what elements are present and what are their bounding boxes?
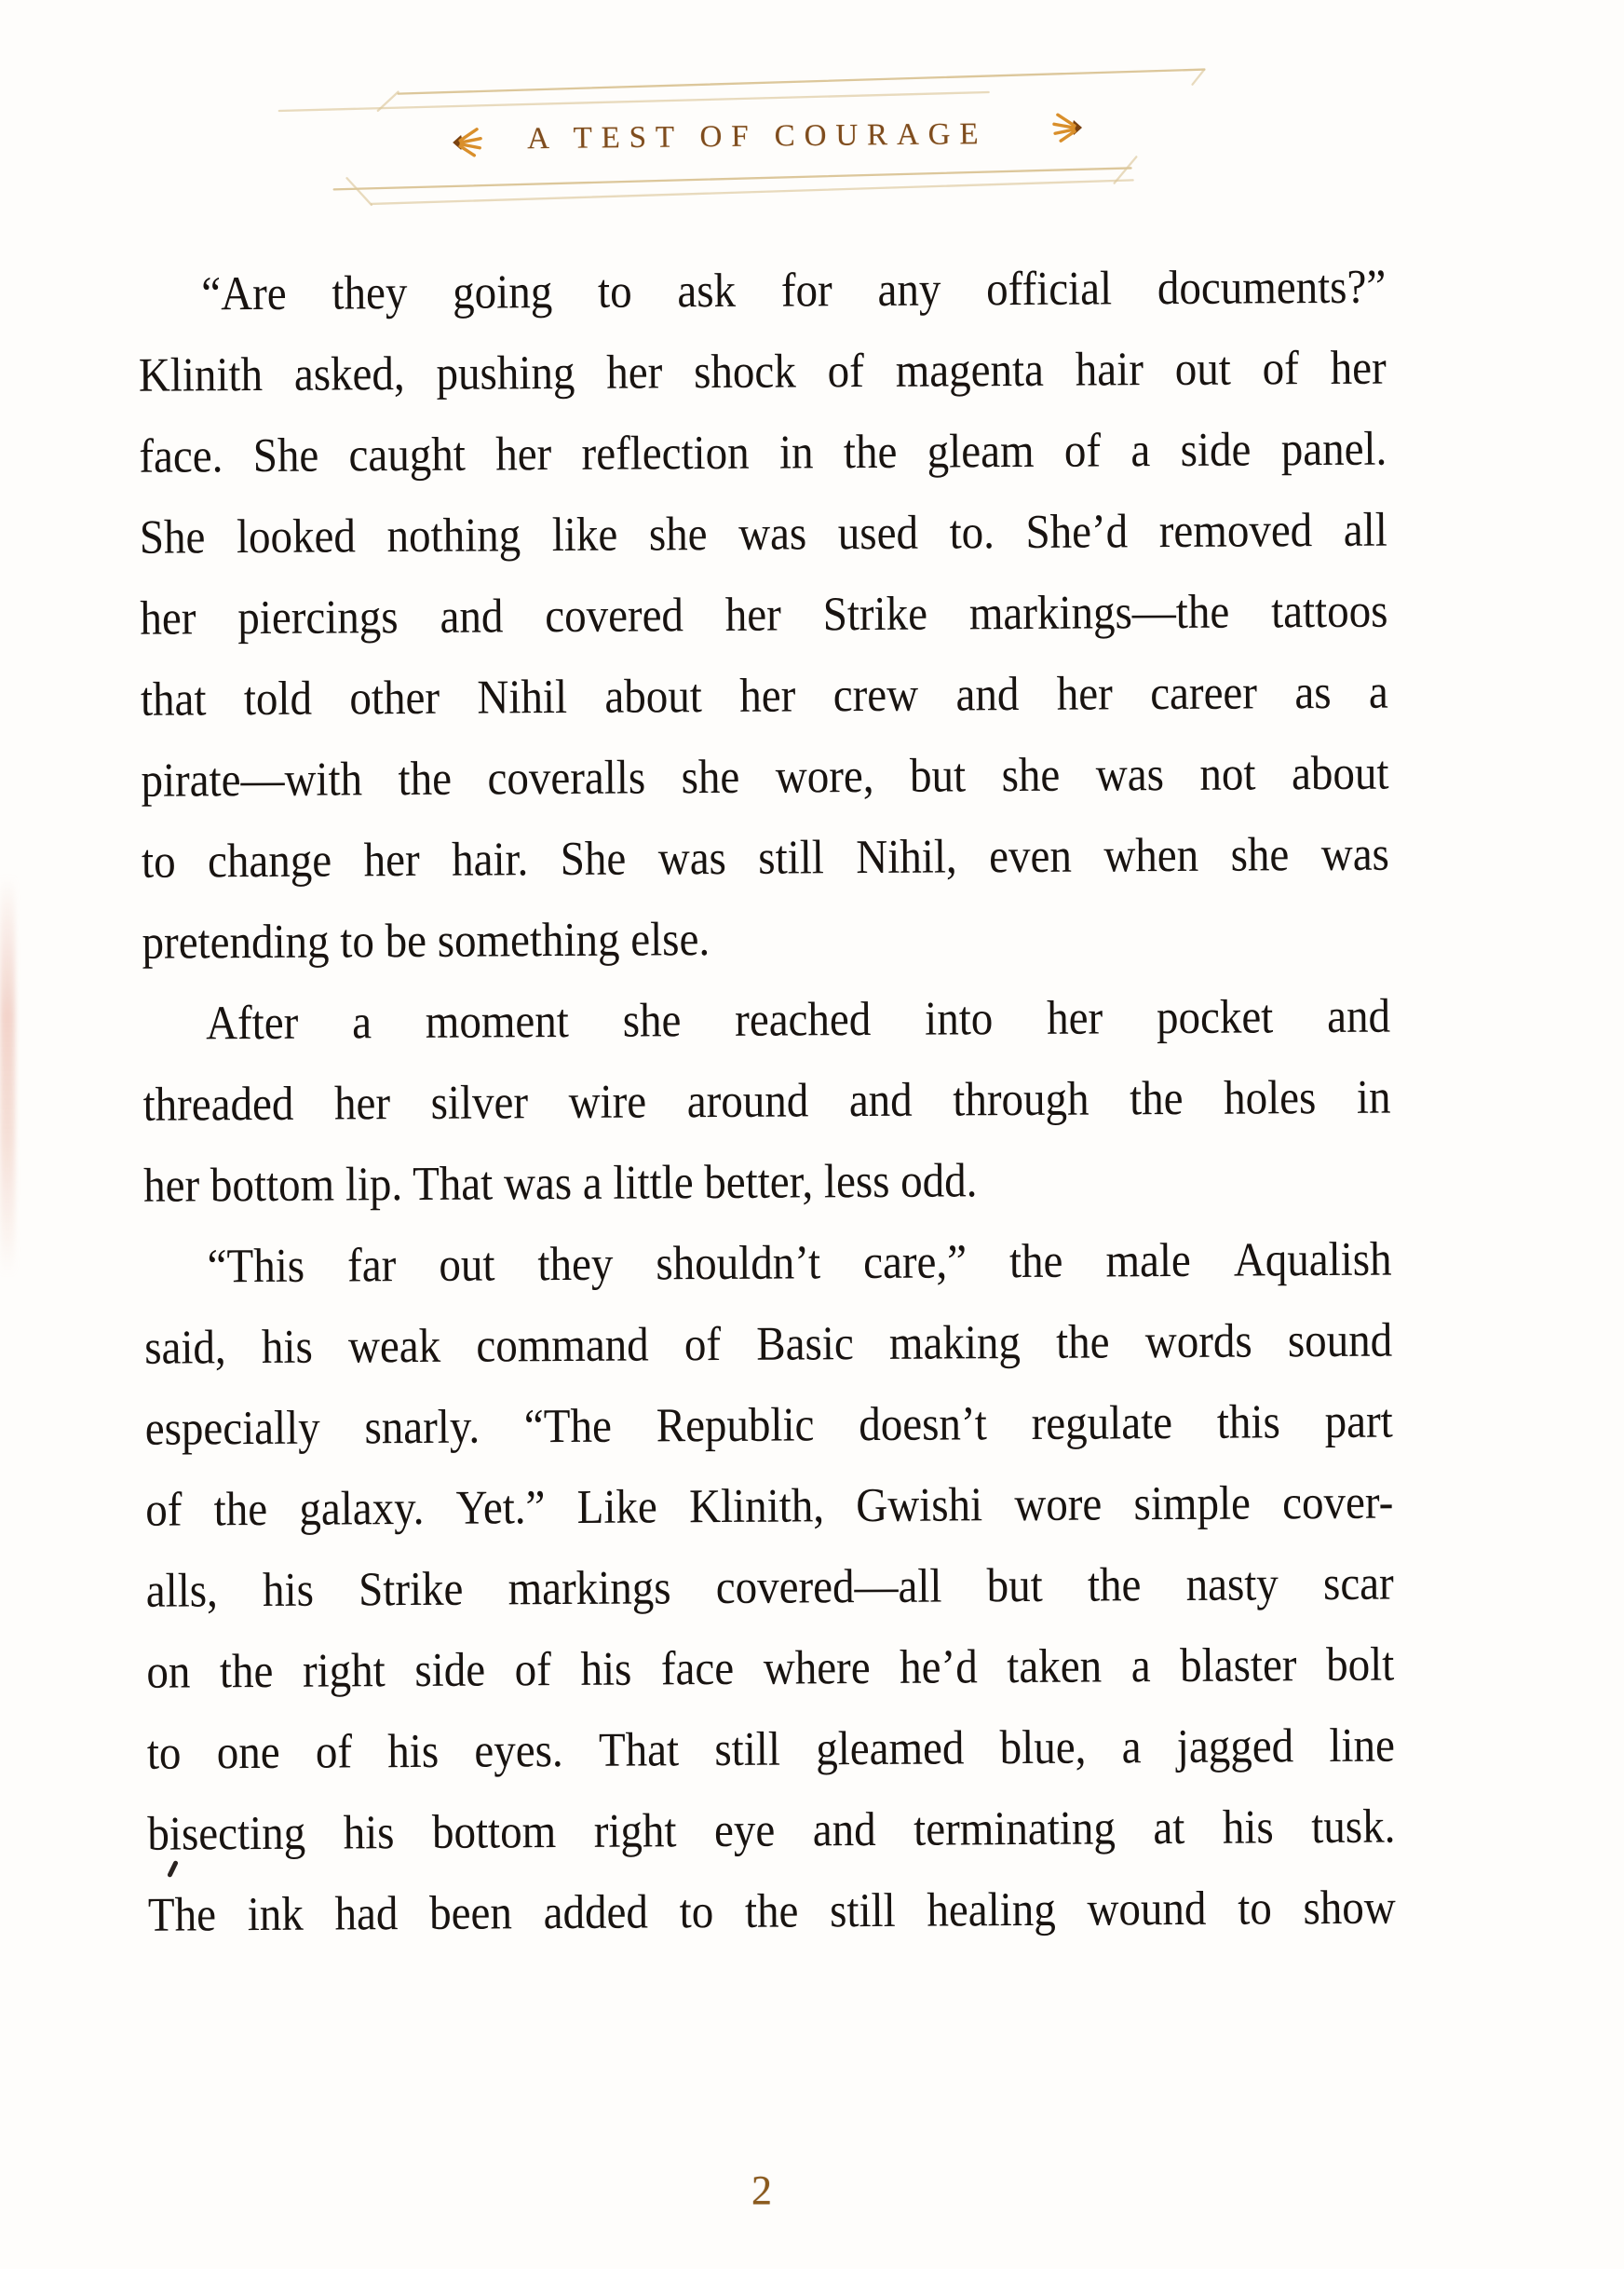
gold-fan-right-icon bbox=[445, 121, 488, 164]
text-line: said, his weak command of Basic making the words sound bbox=[144, 1313, 1393, 1375]
text-line: Klinith asked, pushing her shock of magenta hair out of her bbox=[138, 341, 1387, 402]
text-line: of the galaxy. Yet.” Like Klinith, Gwishi wore simple cover- bbox=[145, 1475, 1394, 1537]
text-line: pirate—with the coveralls she wore, but she was not about bbox=[141, 746, 1389, 808]
text-line: alls, his Strike markings covered—all but the nasty scar bbox=[145, 1556, 1394, 1618]
chapter-running-title: A TEST OF COURAGE bbox=[526, 117, 988, 156]
text-line: especially snarly. “The Republic doesn’t regulate this part bbox=[144, 1394, 1393, 1456]
page-number: 2 bbox=[751, 2167, 772, 2213]
text-line: pretending to be something else. bbox=[142, 912, 710, 970]
text-line: The ink had been added to the still healing wound to show bbox=[147, 1881, 1396, 1942]
running-header bbox=[0, 0, 1624, 260]
text-line: to one of his eyes. That still gleamed blue, a jagged line bbox=[146, 1719, 1396, 1780]
text-line: on the right side of his face where he’d taken a blaster bolt bbox=[146, 1637, 1395, 1699]
text-line: She looked nothing like she was used to. She’d removed all bbox=[139, 503, 1387, 564]
text-line: “Are they going to ask for any official documents?” bbox=[201, 260, 1387, 321]
scan-artifact-left-edge bbox=[0, 876, 15, 1276]
text-line: “This far out they shouldn’t care,” the male Aqualish bbox=[207, 1232, 1392, 1294]
text-line: her piercings and covered her Strike markings—the tattoos bbox=[140, 584, 1388, 645]
text-line: threaded her silver wire around and through the holes in bbox=[142, 1070, 1391, 1132]
text-line: that told other Nihil about her crew and her career as a bbox=[140, 665, 1389, 727]
body-text bbox=[138, 239, 1396, 1949]
gold-fan-left-icon bbox=[1047, 106, 1089, 149]
text-line: her bottom lip. That was a little better, less odd. bbox=[142, 1154, 978, 1213]
text-line: face. She caught her reflection in the gleam of a side panel. bbox=[139, 422, 1387, 483]
text-line: bisecting his bottom right eye and terminating at his tusk. bbox=[147, 1800, 1396, 1861]
text-line: After a moment she reached into her pocket and bbox=[205, 989, 1391, 1051]
text-line: to change her hair. She was still Nihil, even when she was bbox=[141, 827, 1390, 889]
